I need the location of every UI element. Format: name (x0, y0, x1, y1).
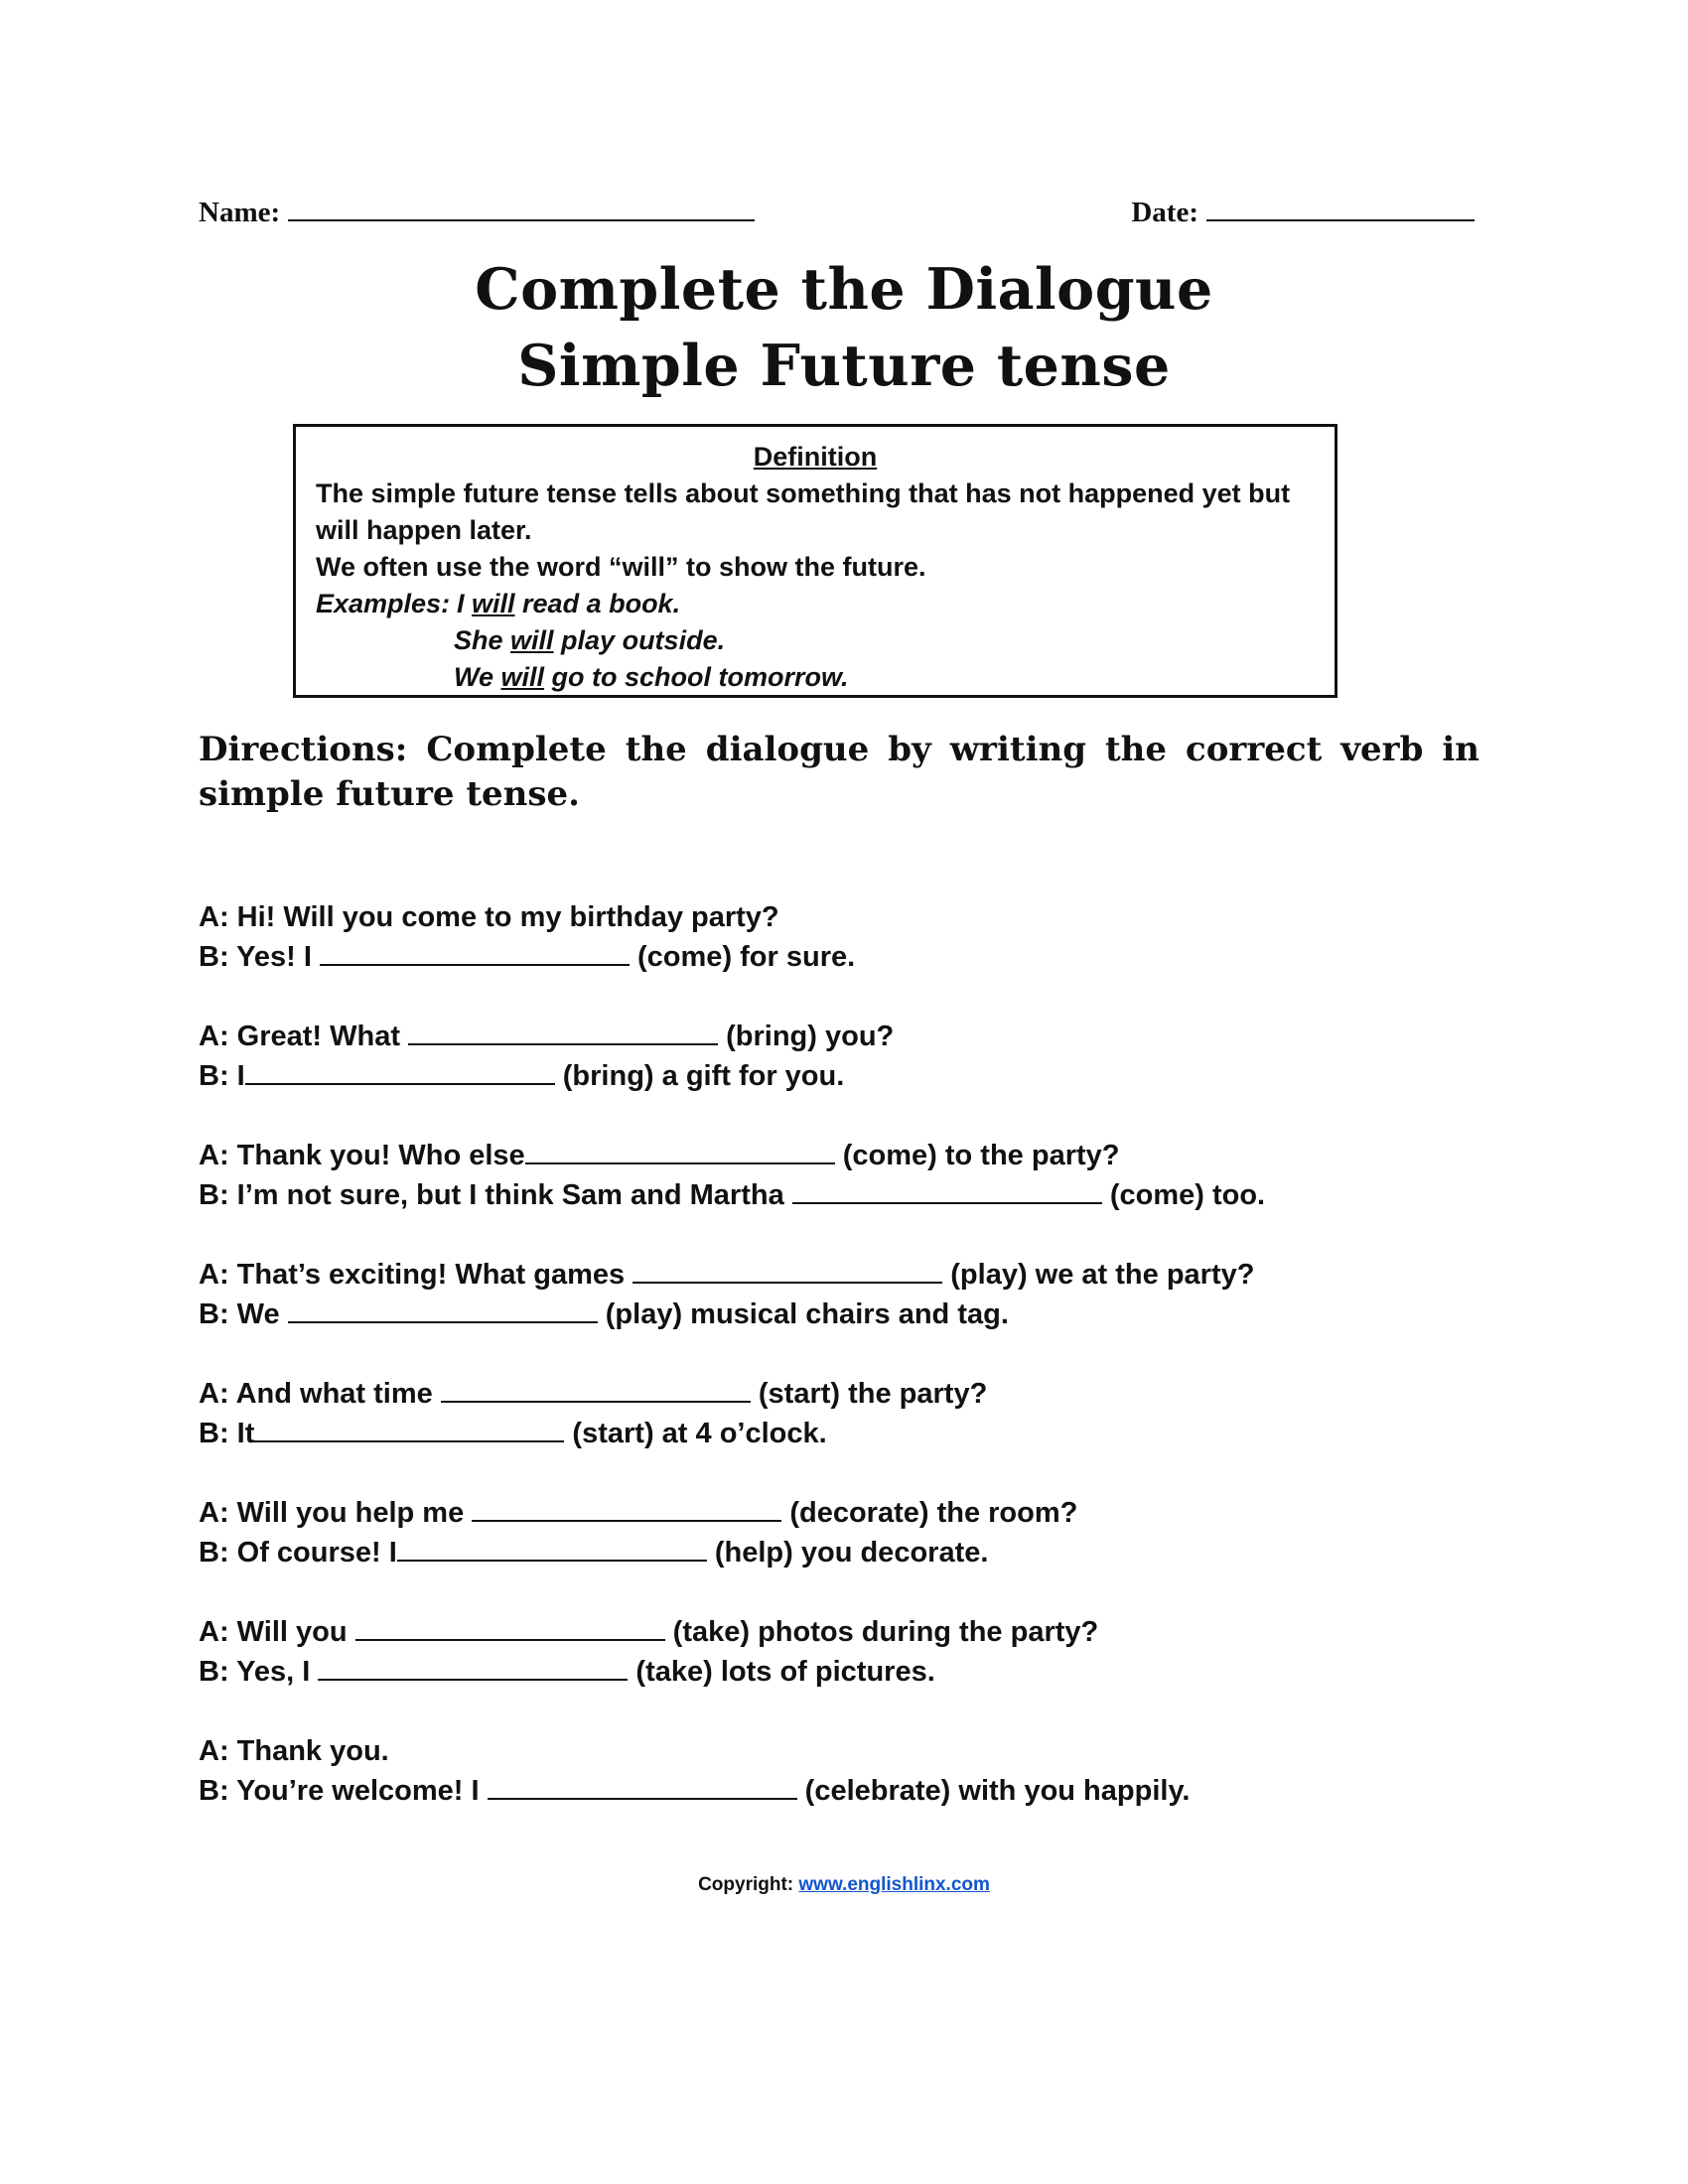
dialogue-pair (199, 1017, 1489, 1096)
dialogue-pair (199, 1374, 1489, 1453)
dialogue-text: B: You’re welcome! I (199, 1775, 488, 1807)
example-text: She (454, 625, 511, 655)
worksheet-subtitle: Simple Future tense (517, 333, 1171, 399)
answer-blank[interactable] (318, 1653, 628, 1681)
answer-blank[interactable] (320, 938, 630, 966)
date-blank[interactable] (1206, 198, 1475, 221)
dialogue-text: A: And what time (199, 1378, 441, 1410)
dialogue-line-b (199, 1056, 1489, 1096)
name-field[interactable] (199, 197, 755, 229)
dialogue-text: (play) musical chairs and tag. (597, 1298, 1009, 1330)
answer-blank[interactable] (254, 1415, 564, 1442)
answer-blank[interactable] (472, 1494, 781, 1522)
dialogue-text: A: Thank you! Who else (199, 1140, 525, 1171)
dialogue-text: (help) you decorate. (706, 1537, 989, 1569)
example-text: I (457, 589, 473, 618)
example-will: will (472, 589, 515, 618)
dialogue-text: B: I’m not sure, but I think Sam and Martha (199, 1179, 792, 1211)
name-label: Name: (199, 197, 281, 228)
dialogue-line-b (199, 1414, 1489, 1453)
dialogue-text: (play) we at the party? (942, 1259, 1255, 1291)
copyright (0, 1874, 1688, 1896)
dialogue-text: (take) photos during the party? (664, 1616, 1099, 1648)
dialogue-list (199, 897, 1489, 1850)
dialogue-line-a (199, 1731, 1489, 1771)
copyright-link[interactable]: www.englishlinx.com (798, 1874, 990, 1895)
definition-will-text: We often use the word “will” to show the future. (316, 552, 926, 582)
example-text: read a book. (514, 589, 681, 618)
dialogue-text: B: It (199, 1418, 255, 1449)
dialogue-text: (celebrate) with you happily. (796, 1775, 1191, 1807)
dialogue-line-a (199, 1374, 1489, 1414)
dialogue-pair (199, 1255, 1489, 1334)
answer-blank[interactable] (792, 1176, 1102, 1204)
dialogue-text: A: Great! What (199, 1021, 409, 1052)
dialogue-text: A: Will you (199, 1616, 355, 1648)
dialogue-line-b (199, 1295, 1489, 1334)
example-row (316, 622, 1315, 659)
example-row (316, 586, 1315, 622)
name-blank[interactable] (288, 198, 755, 221)
answer-blank[interactable] (488, 1772, 797, 1800)
dialogue-pair (199, 1493, 1489, 1572)
answer-blank[interactable] (633, 1256, 942, 1284)
dialogue-line-a (199, 1255, 1489, 1295)
dialogue-text: B: We (199, 1298, 288, 1330)
copyright-label: Copyright: (698, 1874, 799, 1895)
dialogue-line-b (199, 1533, 1489, 1572)
dialogue-text: A: Will you help me (199, 1497, 473, 1529)
example-will: will (500, 662, 545, 692)
dialogue-pair (199, 897, 1489, 977)
dialogue-text: (bring) you? (718, 1021, 895, 1052)
example-row (316, 659, 1315, 696)
answer-blank[interactable] (408, 1018, 718, 1045)
dialogue-text: (bring) a gift for you. (554, 1060, 845, 1092)
dialogue-pair (199, 1612, 1489, 1692)
definition-box (293, 424, 1337, 698)
dialogue-text: (decorate) the room? (781, 1497, 1078, 1529)
definition-text: The simple future tense tells about something that has not happened yet but will happen later. (316, 478, 1291, 545)
date-field[interactable] (1131, 197, 1475, 229)
example-text: play outside. (553, 625, 726, 655)
directions: Directions: Complete the dialogue by writing the correct verb in simple future tense. (199, 730, 1479, 814)
dialogue-line-a (199, 1612, 1489, 1652)
dialogue-line-a (199, 1017, 1489, 1056)
dialogue-text: (start) at 4 o’clock. (564, 1418, 827, 1449)
dialogue-line-b (199, 1652, 1489, 1692)
dialogue-line-a (199, 897, 1489, 937)
dialogue-pair (199, 1136, 1489, 1215)
dialogue-line-a (199, 1136, 1489, 1175)
dialogue-line-a (199, 1493, 1489, 1533)
dialogue-line-b (199, 1175, 1489, 1215)
dialogue-text: (come) for sure. (629, 941, 856, 973)
answer-blank[interactable] (525, 1137, 835, 1164)
dialogue-text: B: Yes, I (199, 1656, 319, 1688)
examples-label: Examples: (316, 589, 451, 618)
name-date-row (199, 197, 1475, 236)
definition-heading: Definition (753, 442, 878, 472)
answer-blank[interactable] (245, 1057, 555, 1085)
dialogue-text: (come) too. (1101, 1179, 1266, 1211)
dialogue-text: B: Yes! I (199, 941, 320, 973)
answer-blank[interactable] (288, 1296, 598, 1323)
dialogue-text: B: I (199, 1060, 245, 1092)
dialogue-text: (come) to the party? (834, 1140, 1120, 1171)
dialogue-text: A: Thank you. (199, 1735, 389, 1767)
worksheet-title: Complete the Dialogue (475, 256, 1213, 323)
answer-blank[interactable] (397, 1534, 707, 1562)
dialogue-text: (start) the party? (750, 1378, 988, 1410)
example-text: go to school tomorrow. (544, 662, 849, 692)
answer-blank[interactable] (355, 1613, 665, 1641)
dialogue-line-b (199, 937, 1489, 977)
example-will: will (510, 625, 554, 655)
example-text: We (454, 662, 501, 692)
date-label: Date: (1131, 197, 1198, 228)
dialogue-pair (199, 1731, 1489, 1811)
answer-blank[interactable] (441, 1375, 751, 1403)
dialogue-text: (take) lots of pictures. (628, 1656, 935, 1688)
dialogue-text: B: Of course! I (199, 1537, 397, 1569)
dialogue-text: A: Hi! Will you come to my birthday party? (199, 901, 779, 933)
dialogue-line-b (199, 1771, 1489, 1811)
dialogue-text: A: That’s exciting! What games (199, 1259, 633, 1291)
